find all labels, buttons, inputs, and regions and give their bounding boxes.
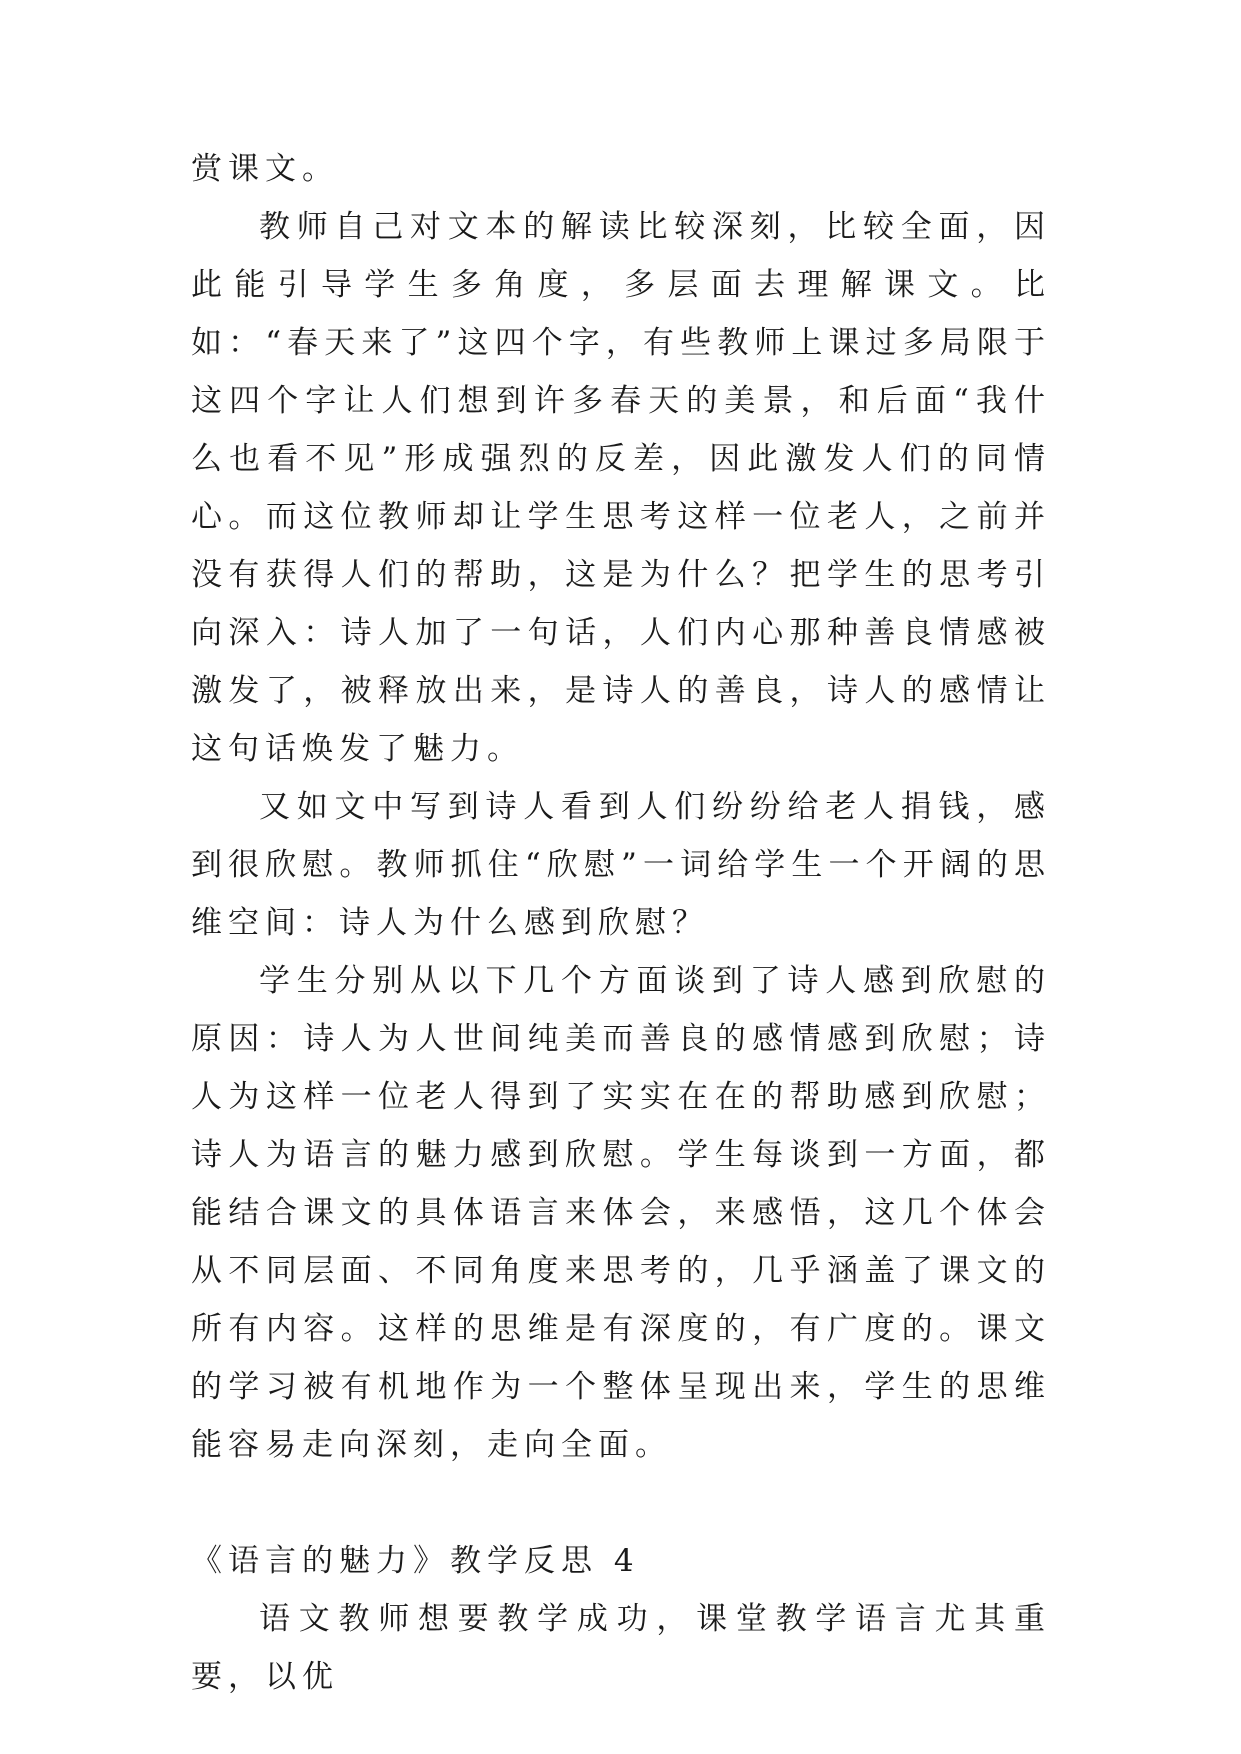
document-page: [191, 140, 1051, 1706]
paragraph-continuation: 赏课文。: [191, 151, 339, 187]
paragraph-teacher-interpretation: 教师自己对文本的解读比较深刻，比较全面，因此能引导学生多角度，多层面去理解课文。比如：“春天来了”这四个字，有些教师上课过多局限于这四个字让人们想到许多春天的美景，和后面“我什么也看不见”形成强烈的反差，因此激发人们的同情心。而这位教师却让学生思考这样一位老人，之前并没有获得人们的帮助，这是为什么？把学生的思考引向深入：诗人加了一句话，人们内心那种善良情感被激发了，被释放出来，是诗人的善良，诗人的感情让这句话焕发了魅力。: [191, 209, 1051, 767]
section-heading: 《语言的魅力》教学反思 4: [191, 1543, 640, 1579]
paragraph-student-reasons: 学生分别从以下几个方面谈到了诗人感到欣慰的原因：诗人为人世间纯美而善良的感情感到欣慰；诗人为这样一位老人得到了实实在在的帮助感到欣慰；诗人为语言的魅力感到欣慰。学生每谈到一方面，都能结合课文的具体语言来体会，来感悟，这几个体会从不同层面、不同角度来思考的，几乎涵盖了课文的所有内容。这样的思维是有深度的，有广度的。课文的学习被有机地作为一个整体呈现出来，学生的思维能容易走向深刻，走向全面。: [191, 963, 1051, 1463]
section-spacer: [191, 1474, 1051, 1532]
paragraph-gratified-example: 又如文中写到诗人看到人们纷纷给老人捐钱，感到很欣慰。教师抓住“欣慰”一词给学生一个开阔的思维空间：诗人为什么感到欣慰？: [191, 789, 1051, 941]
paragraph-language-importance: 语文教师想要教学成功，课堂教学语言尤其重要，以优: [191, 1601, 1051, 1695]
